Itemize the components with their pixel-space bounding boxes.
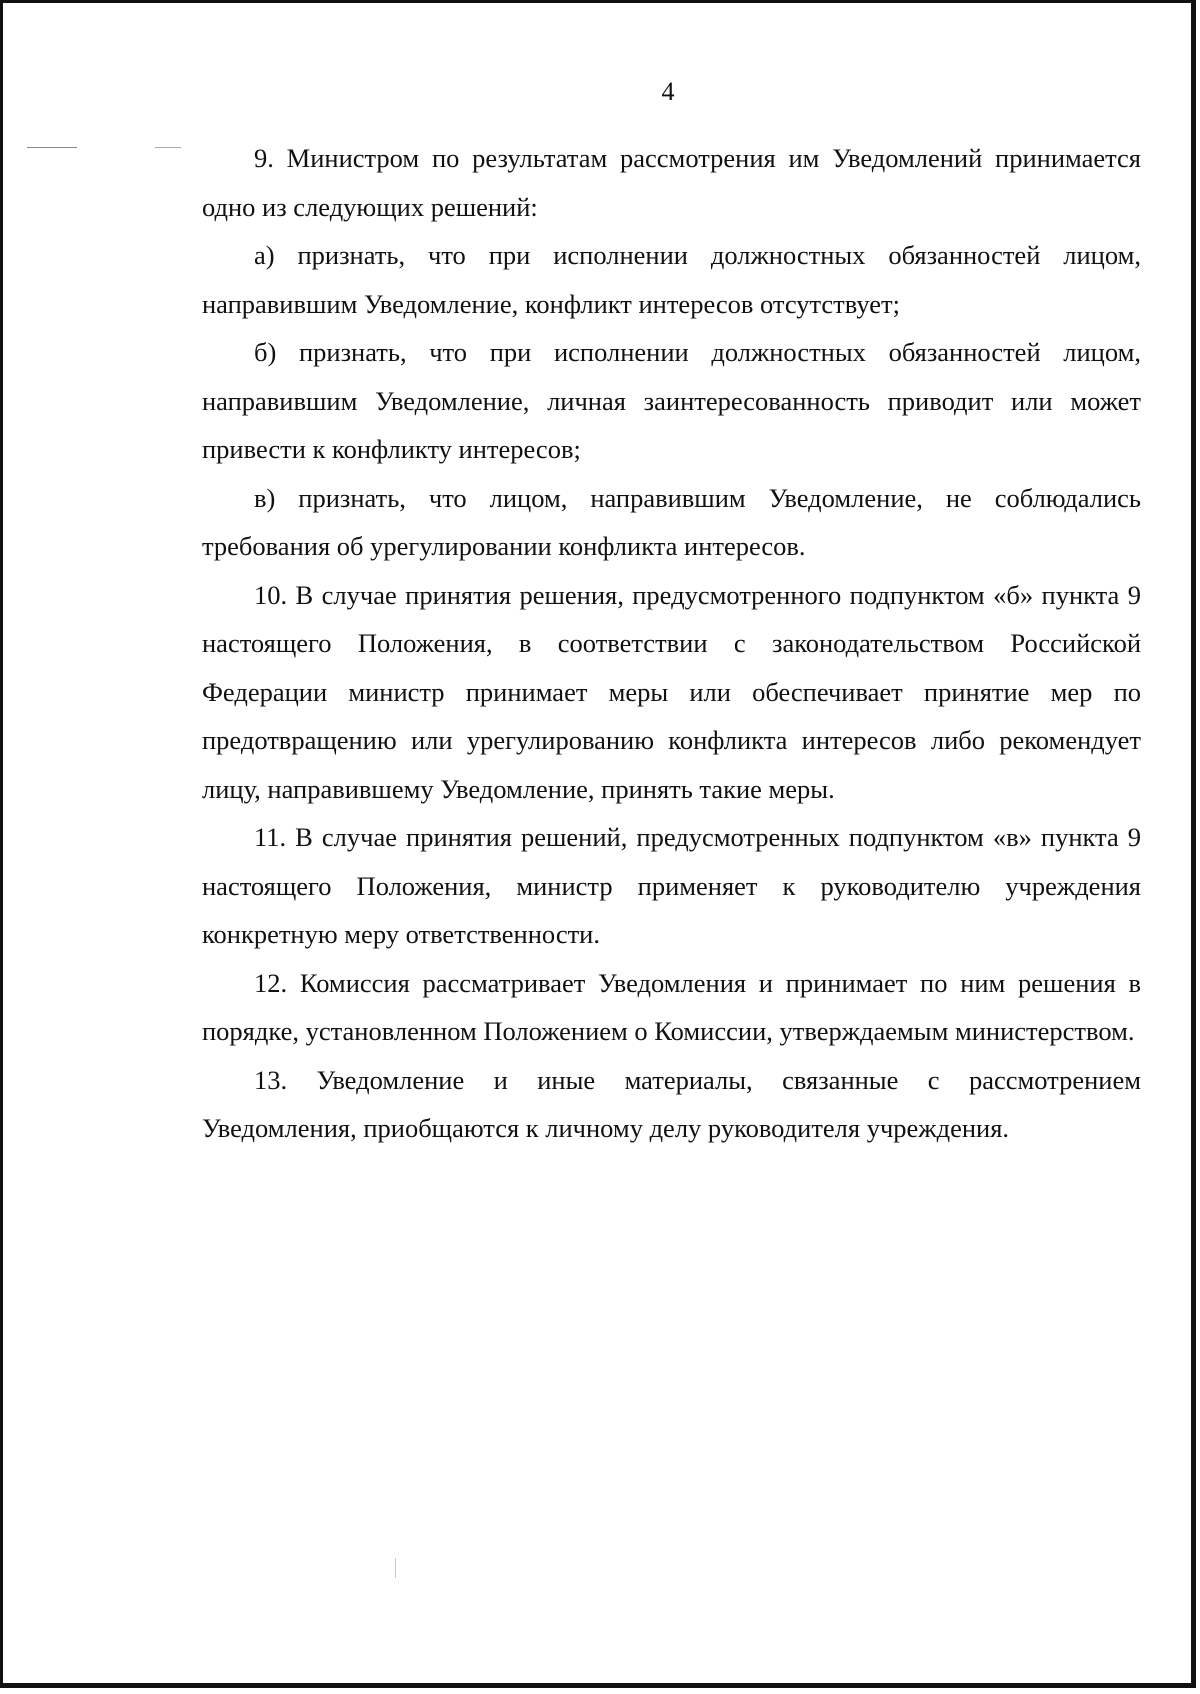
scan-artifact-left	[27, 147, 77, 148]
paragraph-9v: в) признать, что лицом, направившим Уведомление, не соблюдались требования об урегулировании конфликта интересов.	[202, 482, 1141, 561]
paragraph-12: 12. Комиссия рассматривает Уведомления и принимает по ним решения в порядке, установленном Положением о Комиссии, утверждаемым министерством.	[202, 967, 1141, 1046]
page-number: 4	[661, 77, 675, 106]
paragraph-10: 10. В случае принятия решения, предусмотренного подпунктом «б» пункта 9 настоящего Положения, в соответствии с законодательством Российской Федерации министр принимает меры или обеспечивает принятие мер по предотвращению или урегулированию конфликта интересов либо рекомендует лицу, направившему Уведомление, принять такие меры.	[202, 579, 1141, 804]
paragraph-11: 11. В случае принятия решений, предусмотренных подпунктом «в» пункта 9 настоящего Положения, министр применяет к руководителю учреждения конкретную меру ответственности.	[202, 822, 1141, 949]
document-body	[202, 134, 1141, 1153]
paragraph-9b: б) признать, что при исполнении должностных обязанностей лицом, направившим Уведомление, личная заинтересованность приводит или может привести к конфликту интересов;	[202, 337, 1141, 464]
paragraph-9a: а) признать, что при исполнении должностных обязанностей лицом, направившим Уведомление, конфликт интересов отсутствует;	[202, 240, 1141, 319]
paragraph-9: 9. Министром по результатам рассмотрения им Уведомлений принимается одно из следующих решений:	[202, 143, 1141, 222]
scan-artifact-bottom	[395, 1558, 396, 1578]
scan-artifact-right	[155, 147, 181, 148]
paragraph-13: 13. Уведомление и иные материалы, связанные с рассмотрением Уведомления, приобщаются к личному делу руководителя учреждения.	[202, 1064, 1141, 1143]
